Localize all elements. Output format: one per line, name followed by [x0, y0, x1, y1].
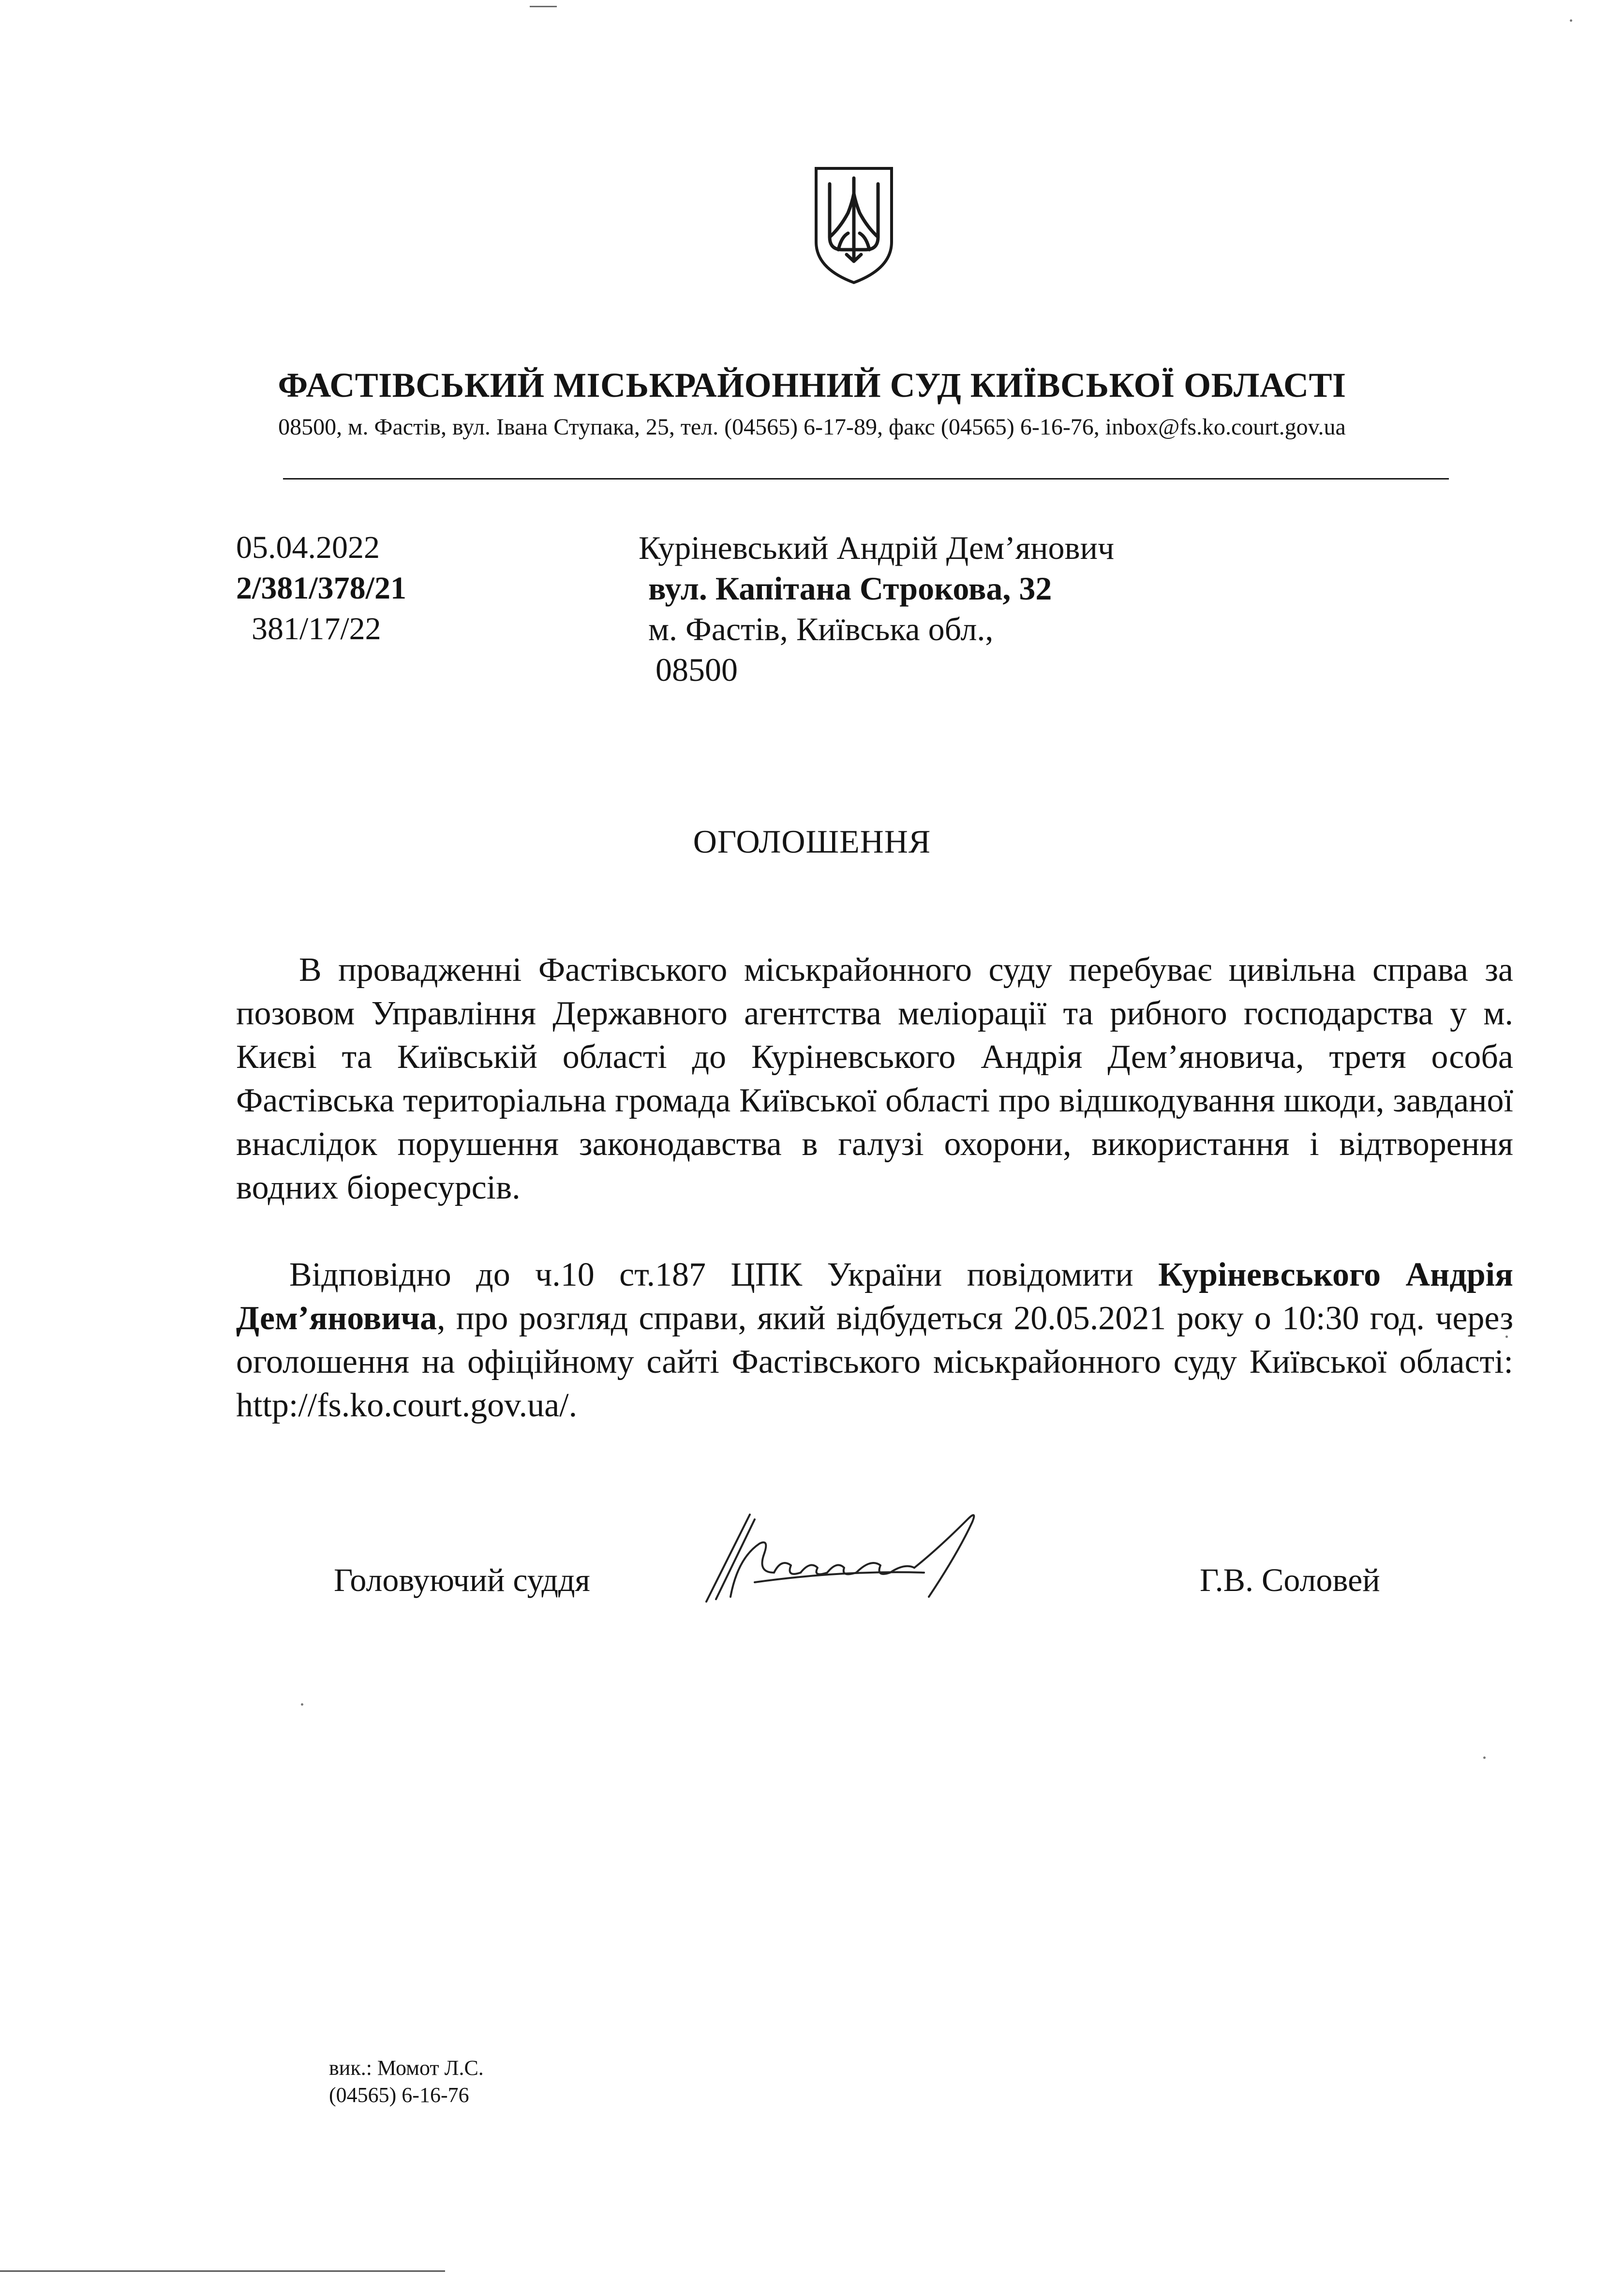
scan-artifact-bottom — [0, 2270, 445, 2272]
document-date: 05.04.2022 — [236, 530, 380, 565]
addressee-street: вул. Капітана Строкова, 32 — [648, 570, 1052, 607]
paragraph-2-start: Відповідно до ч.10 ст.187 ЦПК України повідомити — [289, 1256, 1159, 1293]
court-name: ФАСТІВСЬКИЙ МІСЬКРАЙОННИЙ СУД КИЇВСЬКОЇ ОБЛАСТІ — [278, 366, 1346, 405]
handwritten-signature — [697, 1500, 1006, 1616]
addressee-city: м. Фастів, Київська обл., — [648, 611, 994, 647]
addressee-postal-code: 08500 — [656, 651, 738, 688]
scan-artifact-top — [530, 6, 557, 7]
document-title: ОГОЛОШЕННЯ — [693, 823, 931, 860]
case-number: 2/381/378/21 — [236, 570, 407, 606]
judge-name: Г.В. Соловей — [1200, 1561, 1380, 1598]
header-divider — [283, 478, 1449, 480]
scan-speck — [1483, 1756, 1486, 1759]
coat-of-arms-icon — [810, 165, 897, 285]
paragraph-2-end: , про розгляд справи, який відбудеться 20.05.2021 року о 10:30 год. через оголошення на офіційному сайті Фастівського міськрайонного суду Київської області: http://fs.ko.court.gov.ua/. — [236, 1300, 1513, 1424]
outgoing-number: 381/17/22 — [252, 611, 381, 646]
scan-speck — [1570, 19, 1572, 22]
court-address: 08500, м. Фастів, вул. Івана Ступака, 25, тел. (04565) 6-17-89, факс (04565) 6-16-76, inbox@fs.ko.court.gov.ua — [278, 414, 1346, 440]
defendant-name-bold: Куріневського Андрія Дем’яновича — [236, 1256, 1513, 1337]
scan-speck — [301, 1703, 303, 1706]
body-paragraph-1: В провадженні Фастівського міськрайонного суду перебуває цивільна справа за позовом Управління Державного агентства меліорації та рибного господарства у м. Києві та Київській області до Куріневського Андрія Дем’яновича, третя особа Фастівська територіальна громада Київської області про відшкодування шкоди, завданої внаслідок порушення законодавства в галузі охорони, використання і відтворення водних біоресурсів. — [236, 951, 1513, 1206]
addressee-name: Куріневський Андрій Дем’янович — [639, 529, 1115, 566]
executor-phone: (04565) 6-16-76 — [329, 2083, 469, 2107]
signer-role: Головуючий суддя — [334, 1561, 590, 1598]
executor-name: вик.: Момот Л.С. — [329, 2056, 484, 2080]
body-paragraph-2 — [236, 1253, 1513, 1427]
